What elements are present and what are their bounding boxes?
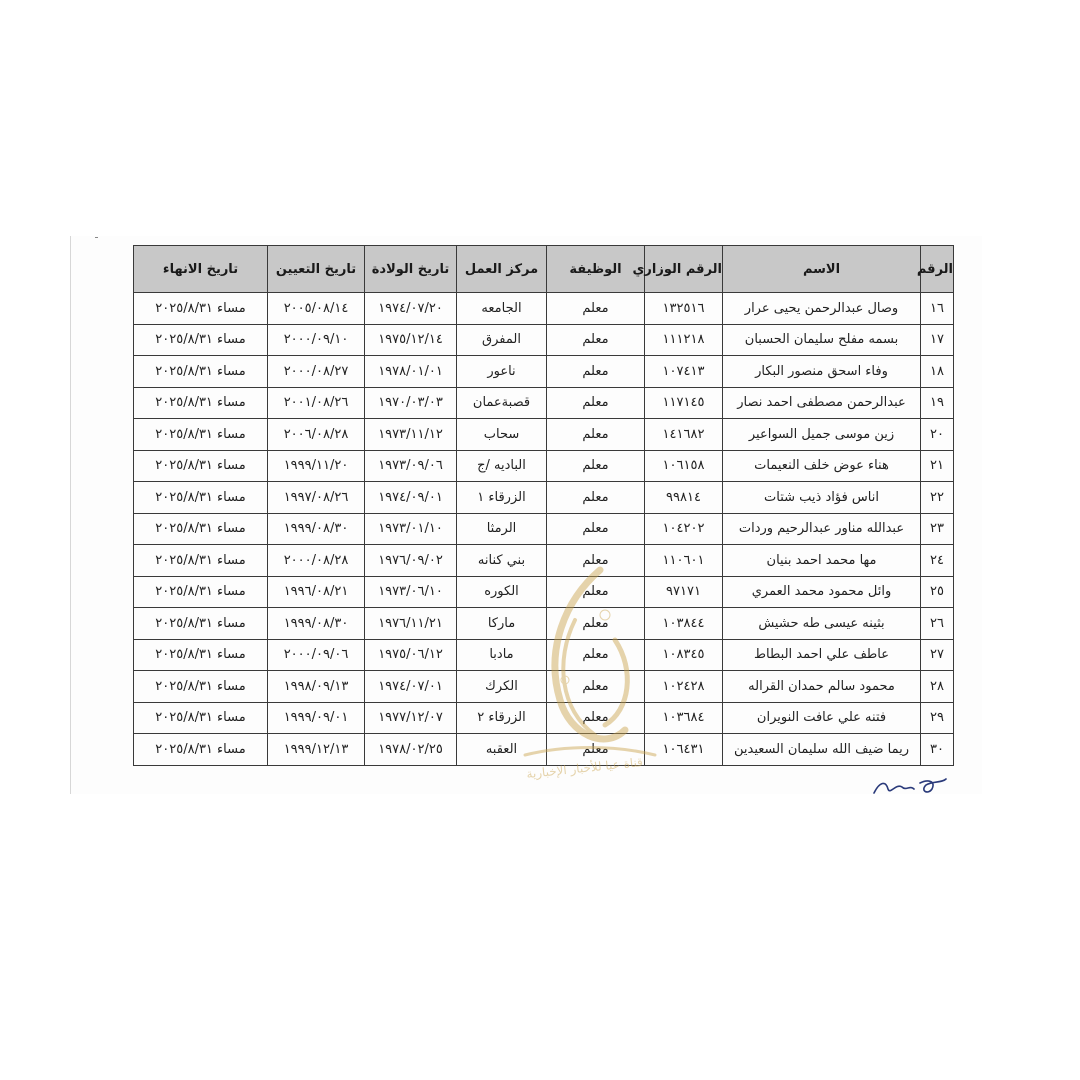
cell-appointment-date: ١٩٩٩/٠٨/٣٠: [268, 513, 365, 545]
cell-end-date: مساء ٢٠٢٥/٨/٣١: [134, 482, 268, 514]
cell-name: هناء عوض خلف النعيمات: [723, 450, 921, 482]
cell-birth-date: ١٩٧٠/٠٣/٠٣: [365, 387, 457, 419]
cell-name: عاطف علي احمد البطاط: [723, 639, 921, 671]
cell-end-date: مساء ٢٠٢٥/٨/٣١: [134, 450, 268, 482]
cell-appointment-date: ٢٠٠٠/٠٨/٢٨: [268, 545, 365, 577]
header-ministry-id: الرقم الوزاري: [645, 246, 723, 293]
cell-ministry-id: ١٠٦١٥٨: [645, 450, 723, 482]
cell-name: بثينه عيسى طه حشيش: [723, 608, 921, 640]
cell-name: عبدالله مناور عبدالرحيم وردات: [723, 513, 921, 545]
cell-job: معلم: [547, 419, 645, 451]
cell-work-center: الزرقاء ٢: [457, 702, 547, 734]
table-row: [134, 639, 954, 671]
cell-work-center: سحاب: [457, 419, 547, 451]
cell-work-center: الزرقاء ١: [457, 482, 547, 514]
cell-ministry-id: ١٤١٦٨٢: [645, 419, 723, 451]
cell-job: معلم: [547, 639, 645, 671]
cell-job: معلم: [547, 513, 645, 545]
cell-end-date: مساء ٢٠٢٥/٨/٣١: [134, 356, 268, 388]
cell-num: ٢٣: [921, 513, 954, 545]
cell-work-center: ناعور: [457, 356, 547, 388]
cell-ministry-id: ١٠٦٤٣١: [645, 734, 723, 766]
table-row: [134, 419, 954, 451]
cell-end-date: مساء ٢٠٢٥/٨/٣١: [134, 419, 268, 451]
table-row: [134, 356, 954, 388]
cell-appointment-date: ١٩٩٩/٠٩/٠١: [268, 702, 365, 734]
cell-ministry-id: ٩٩٨١٤: [645, 482, 723, 514]
cell-appointment-date: ٢٠٠٠/٠٩/٠٦: [268, 639, 365, 671]
cell-appointment-date: ١٩٩٩/١١/٢٠: [268, 450, 365, 482]
cell-birth-date: ١٩٧٣/٠١/١٠: [365, 513, 457, 545]
cell-birth-date: ١٩٧٣/١١/١٢: [365, 419, 457, 451]
table-row: [134, 545, 954, 577]
cell-birth-date: ١٩٧٣/٠٩/٠٦: [365, 450, 457, 482]
cell-birth-date: ١٩٧٧/١٢/٠٧: [365, 702, 457, 734]
cell-birth-date: ١٩٧٥/١٢/١٤: [365, 324, 457, 356]
cell-name: محمود سالم حمدان القراله: [723, 671, 921, 703]
cell-appointment-date: ٢٠٠١/٠٨/٢٦: [268, 387, 365, 419]
cell-birth-date: ١٩٧٤/٠٧/٠١: [365, 671, 457, 703]
cell-ministry-id: ١٠٣٦٨٤: [645, 702, 723, 734]
table-row: [134, 482, 954, 514]
cell-job: معلم: [547, 387, 645, 419]
cell-ministry-id: ٩٧١٧١: [645, 576, 723, 608]
cell-appointment-date: ٢٠٠٠/٠٩/١٠: [268, 324, 365, 356]
cell-job: معلم: [547, 702, 645, 734]
table-body: [134, 293, 954, 766]
cell-name: زين موسى جميل السواعير: [723, 419, 921, 451]
cell-num: ٢١: [921, 450, 954, 482]
table-row: [134, 608, 954, 640]
cell-appointment-date: ١٩٩٩/١٢/١٣: [268, 734, 365, 766]
cell-end-date: مساء ٢٠٢٥/٨/٣١: [134, 639, 268, 671]
header-job: الوظيفة: [547, 246, 645, 293]
cell-birth-date: ١٩٧٤/٠٩/٠١: [365, 482, 457, 514]
cell-job: معلم: [547, 576, 645, 608]
table-row: [134, 324, 954, 356]
cell-name: وائل محمود محمد العمري: [723, 576, 921, 608]
cell-end-date: مساء ٢٠٢٥/٨/٣١: [134, 293, 268, 325]
cell-job: معلم: [547, 450, 645, 482]
cell-ministry-id: ١٠٢٤٢٨: [645, 671, 723, 703]
cell-end-date: مساء ٢٠٢٥/٨/٣١: [134, 608, 268, 640]
table-row: [134, 576, 954, 608]
header-appointment-date: تاريخ التعيين: [268, 246, 365, 293]
cell-work-center: العقبه: [457, 734, 547, 766]
cell-birth-date: ١٩٧٨/٠٢/٢٥: [365, 734, 457, 766]
handwritten-signature: [870, 775, 950, 799]
cell-job: معلم: [547, 671, 645, 703]
table-row: [134, 702, 954, 734]
scan-speck: [95, 237, 98, 238]
cell-ministry-id: ١١٠٦٠١: [645, 545, 723, 577]
cell-work-center: مادبا: [457, 639, 547, 671]
cell-job: معلم: [547, 324, 645, 356]
cell-birth-date: ١٩٧٦/٠٩/٠٢: [365, 545, 457, 577]
cell-job: معلم: [547, 734, 645, 766]
table-row: [134, 450, 954, 482]
cell-ministry-id: ١٠٣٨٤٤: [645, 608, 723, 640]
cell-appointment-date: ١٩٩٧/٠٨/٢٦: [268, 482, 365, 514]
cell-work-center: قصبةعمان: [457, 387, 547, 419]
cell-end-date: مساء ٢٠٢٥/٨/٣١: [134, 387, 268, 419]
cell-num: ١٨: [921, 356, 954, 388]
cell-name: بسمه مفلح سليمان الحسبان: [723, 324, 921, 356]
cell-end-date: مساء ٢٠٢٥/٨/٣١: [134, 702, 268, 734]
cell-end-date: مساء ٢٠٢٥/٨/٣١: [134, 576, 268, 608]
cell-name: اناس فؤاد ذيب شتات: [723, 482, 921, 514]
cell-num: ١٩: [921, 387, 954, 419]
cell-job: معلم: [547, 545, 645, 577]
cell-appointment-date: ٢٠٠٠/٠٨/٢٧: [268, 356, 365, 388]
table-row: [134, 387, 954, 419]
cell-job: معلم: [547, 356, 645, 388]
cell-ministry-id: ١١٧١٤٥: [645, 387, 723, 419]
retirement-table: [133, 245, 954, 766]
cell-name: وصال عبدالرحمن يحيى عرار: [723, 293, 921, 325]
table-row: [134, 734, 954, 766]
header-num: الرقم: [921, 246, 954, 293]
cell-appointment-date: ١٩٩٨/٠٩/١٣: [268, 671, 365, 703]
cell-end-date: مساء ٢٠٢٥/٨/٣١: [134, 545, 268, 577]
cell-work-center: الكوره: [457, 576, 547, 608]
header-end-date: تاريخ الانهاء: [134, 246, 268, 293]
cell-num: ١٦: [921, 293, 954, 325]
header-birth-date: تاريخ الولادة: [365, 246, 457, 293]
cell-work-center: الكرك: [457, 671, 547, 703]
cell-num: ٢٢: [921, 482, 954, 514]
cell-name: فتنه علي عافت النويران: [723, 702, 921, 734]
cell-job: معلم: [547, 293, 645, 325]
table-row: [134, 513, 954, 545]
header-work-center: مركز العمل: [457, 246, 547, 293]
cell-ministry-id: ١٣٢٥١٦: [645, 293, 723, 325]
cell-num: ٢٩: [921, 702, 954, 734]
cell-appointment-date: ١٩٩٩/٠٨/٣٠: [268, 608, 365, 640]
cell-ministry-id: ١١١٢١٨: [645, 324, 723, 356]
cell-end-date: مساء ٢٠٢٥/٨/٣١: [134, 734, 268, 766]
cell-ministry-id: ١٠٤٢٠٢: [645, 513, 723, 545]
cell-end-date: مساء ٢٠٢٥/٨/٣١: [134, 513, 268, 545]
cell-num: ٢٤: [921, 545, 954, 577]
cell-num: ٣٠: [921, 734, 954, 766]
cell-birth-date: ١٩٧٦/١١/٢١: [365, 608, 457, 640]
cell-num: ٢٨: [921, 671, 954, 703]
cell-birth-date: ١٩٧٨/٠١/٠١: [365, 356, 457, 388]
cell-num: ٢٥: [921, 576, 954, 608]
cell-work-center: الجامعه: [457, 293, 547, 325]
cell-num: ١٧: [921, 324, 954, 356]
cell-birth-date: ١٩٧٣/٠٦/١٠: [365, 576, 457, 608]
cell-birth-date: ١٩٧٥/٠٦/١٢: [365, 639, 457, 671]
cell-job: معلم: [547, 482, 645, 514]
cell-birth-date: ١٩٧٤/٠٧/٢٠: [365, 293, 457, 325]
cell-end-date: مساء ٢٠٢٥/٨/٣١: [134, 671, 268, 703]
table-row: [134, 671, 954, 703]
cell-ministry-id: ١٠٨٣٤٥: [645, 639, 723, 671]
cell-num: ٢٦: [921, 608, 954, 640]
cell-appointment-date: ٢٠٠٦/٠٨/٢٨: [268, 419, 365, 451]
cell-name: مها محمد احمد بنيان: [723, 545, 921, 577]
cell-appointment-date: ٢٠٠٥/٠٨/١٤: [268, 293, 365, 325]
cell-work-center: ماركا: [457, 608, 547, 640]
cell-job: معلم: [547, 608, 645, 640]
cell-name: وفاء اسحق منصور البكار: [723, 356, 921, 388]
cell-appointment-date: ١٩٩٦/٠٨/٢١: [268, 576, 365, 608]
watermark-text: قناة عيا للأخبار الإخبارية: [525, 754, 644, 782]
cell-work-center: الرمثا: [457, 513, 547, 545]
cell-work-center: بني كنانه: [457, 545, 547, 577]
cell-name: عبدالرحمن مصطفى احمد نصار: [723, 387, 921, 419]
cell-name: ريما ضيف الله سليمان السعيدين: [723, 734, 921, 766]
header-name: الاسم: [723, 246, 921, 293]
cell-num: ٢٧: [921, 639, 954, 671]
table-header-row: [134, 246, 954, 293]
cell-ministry-id: ١٠٧٤١٣: [645, 356, 723, 388]
cell-end-date: مساء ٢٠٢٥/٨/٣١: [134, 324, 268, 356]
cell-work-center: الباديه /ج: [457, 450, 547, 482]
cell-num: ٢٠: [921, 419, 954, 451]
table-row: [134, 293, 954, 325]
cell-work-center: المفرق: [457, 324, 547, 356]
